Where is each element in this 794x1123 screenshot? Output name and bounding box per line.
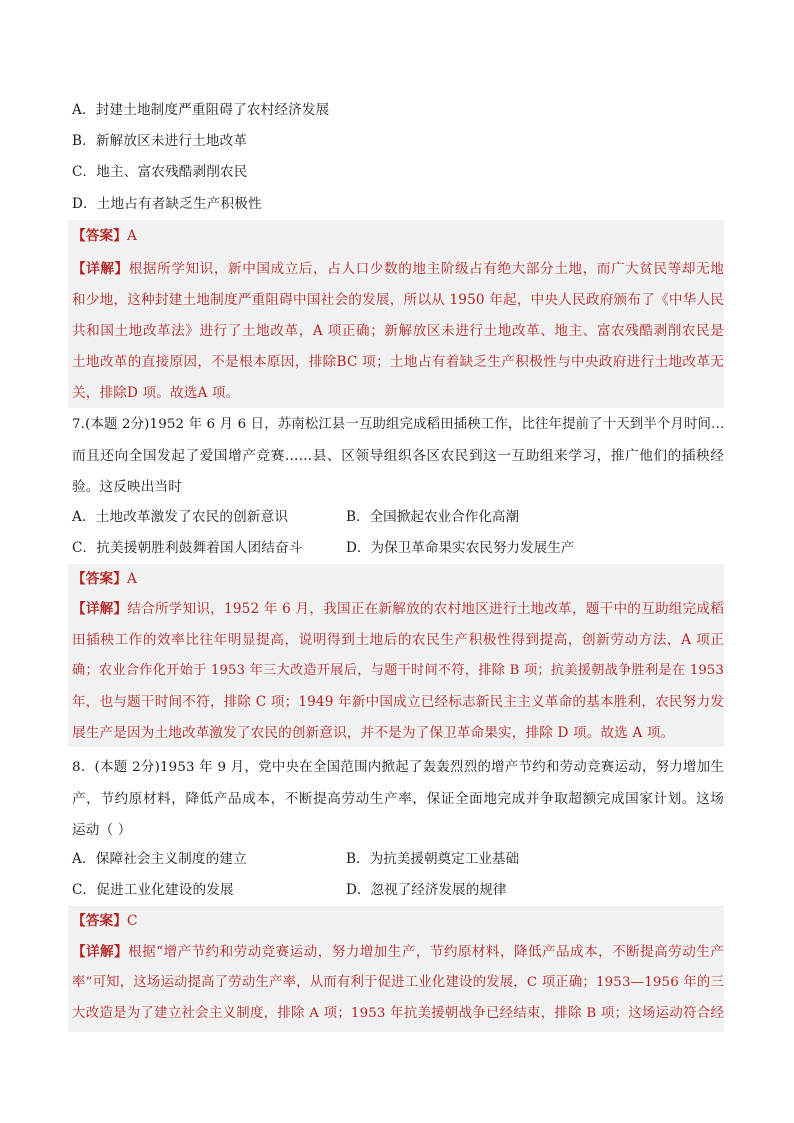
q6-option-b: B．新解放区未进行土地改革 (72, 133, 248, 149)
q7-detail-line-4: 年，也与题干时间不符，排除 C 项；1949 年新中国成立已经标志新民主主义革命的基本胜利，农民努力发 (72, 694, 724, 710)
q7-stem-line-1: 7.(本题 2分)1952 年 6 月 6 日，苏南松江县一互助组完成稻田插秧工作，比往年提前了十天到半个月时间… (72, 417, 725, 432)
q7-detail-line-1: 【详解】结合所学知识，1952 年 6 月，我国正在新解放的农村地区进行土地改革，题干中的互助组完成稻 (72, 601, 724, 617)
q6-detail-line-4: 土地改革的直接原因，不是根本原因，排除BC 项；土地占有着缺乏生产积极性与中央政府进行土地改革无 (72, 354, 724, 370)
q8-option-c: C．促进工业化建设的发展 (72, 882, 234, 898)
q6-option-d: D．土地占有者缺乏生产积极性 (72, 196, 262, 212)
q7-answer-block (68, 564, 724, 747)
detail-tag: 【详解】 (72, 601, 128, 617)
q8-option-a: A．保障社会主义制度的建立 (72, 851, 247, 867)
q8-detail-line-1: 【详解】根据“增产节约和劳动竞赛运动，努力增加生产，节约原材料，降低产品成本，不断提高劳动生产 (72, 944, 724, 960)
q8-stem-line-2: 产，节约原材料，降低产品成本，不断提高劳动生产率，保证全面地完成并争取超额完成国家计划。这场 (72, 791, 724, 807)
q7-detail-line-3: 确；农业合作化开始于 1953 年三大改造开展后，与题干时间不符，排除 B 项；抗美援朝战争胜利是在 1953 (72, 663, 724, 678)
q6-option-a: A．封建土地制度严重阻碍了农村经济发展 (72, 102, 330, 118)
q7-option-a: A．土地改革激发了农民的创新意识 (72, 509, 289, 525)
answer-value: C (126, 913, 138, 929)
q7-option-d: D．为保卫革命果实农民努力发展生产 (346, 540, 575, 556)
answer-tag: 【答案】 (72, 228, 127, 244)
q8-detail-line-2: 率”可知，这场运动提高了劳动生产率，从而有利于促进工业化建设的发展，C 项正确；1953—1956 年的三 (72, 975, 724, 990)
q8-detail-line-3: 大改造是为了建立社会主义制度，排除 A 项；1953 年抗美援朝战争已经结束，排除 B 项；这场运动符合经 (72, 1006, 724, 1021)
q6-answer-block (68, 220, 724, 408)
q7-option-c: C．抗美援朝胜利鼓舞着国人团结奋斗 (72, 540, 303, 556)
q7-detail-line-5: 展生产是因为土地改革激发了农民的创新意识，并不是为了保卫革命果实，排除 D 项。故选 A 项。 (72, 725, 675, 741)
q7-stem-line-2: 而且还向全国发起了爱国增产竞赛……县、区领导组织各区农民到这一互助组来学习，推广他们的插秧经 (72, 448, 724, 464)
answer-value: A (126, 228, 137, 244)
q8-option-b: B．为抗美援朝奠定工业基础 (346, 851, 520, 867)
q7-detail-line-2: 田插秧工作的效率比往年明显提高，说明得到土地后的农民生产积极性得到提高，创新劳动方法，A 项正 (72, 632, 724, 648)
q6-answer (72, 226, 724, 246)
q7-answer (72, 569, 724, 589)
q8-stem-line-1: 8．(本题 2分)1953 年 9 月，党中央在全国范围内掀起了轰轰烈烈的增产节约和劳动竞赛运动，努力增加生 (72, 760, 724, 775)
q6-detail-line-1: 【详解】根据所学知识，新中国成立后，占人口少数的地主阶级占有绝大部分土地，而广大贫民等却无地 (72, 261, 724, 277)
q6-detail-line-5: 关，排除D 项。故选A 项。 (72, 385, 240, 401)
detail-tag: 【详解】 (72, 944, 129, 960)
answer-value: A (126, 571, 137, 587)
q8-answer (72, 911, 724, 931)
q8-stem-line-3: 运动（ ） (72, 822, 132, 838)
answer-tag: 【答案】 (72, 913, 127, 929)
q6-option-c: C．地主、富农残酷剥削农民 (72, 164, 248, 180)
q8-option-d: D．忽视了经济发展的规律 (346, 882, 507, 898)
answer-tag: 【答案】 (72, 571, 127, 587)
q6-detail-line-2: 和少地，这种封建土地制度严重阻碍中国社会的发展，所以从 1950 年起，中央人民政府颁布了《中华人民 (72, 292, 724, 308)
q6-detail-line-3: 共和国土地改革法》进行了土地改革，A 项正确；新解放区未进行土地改革、地主、富农残酷剥削农民是 (72, 323, 724, 339)
q7-stem-line-3: 验。这反映出当时 (72, 479, 182, 495)
detail-tag: 【详解】 (72, 261, 129, 277)
q7-option-b: B．全国掀起农业合作化高潮 (346, 509, 520, 525)
